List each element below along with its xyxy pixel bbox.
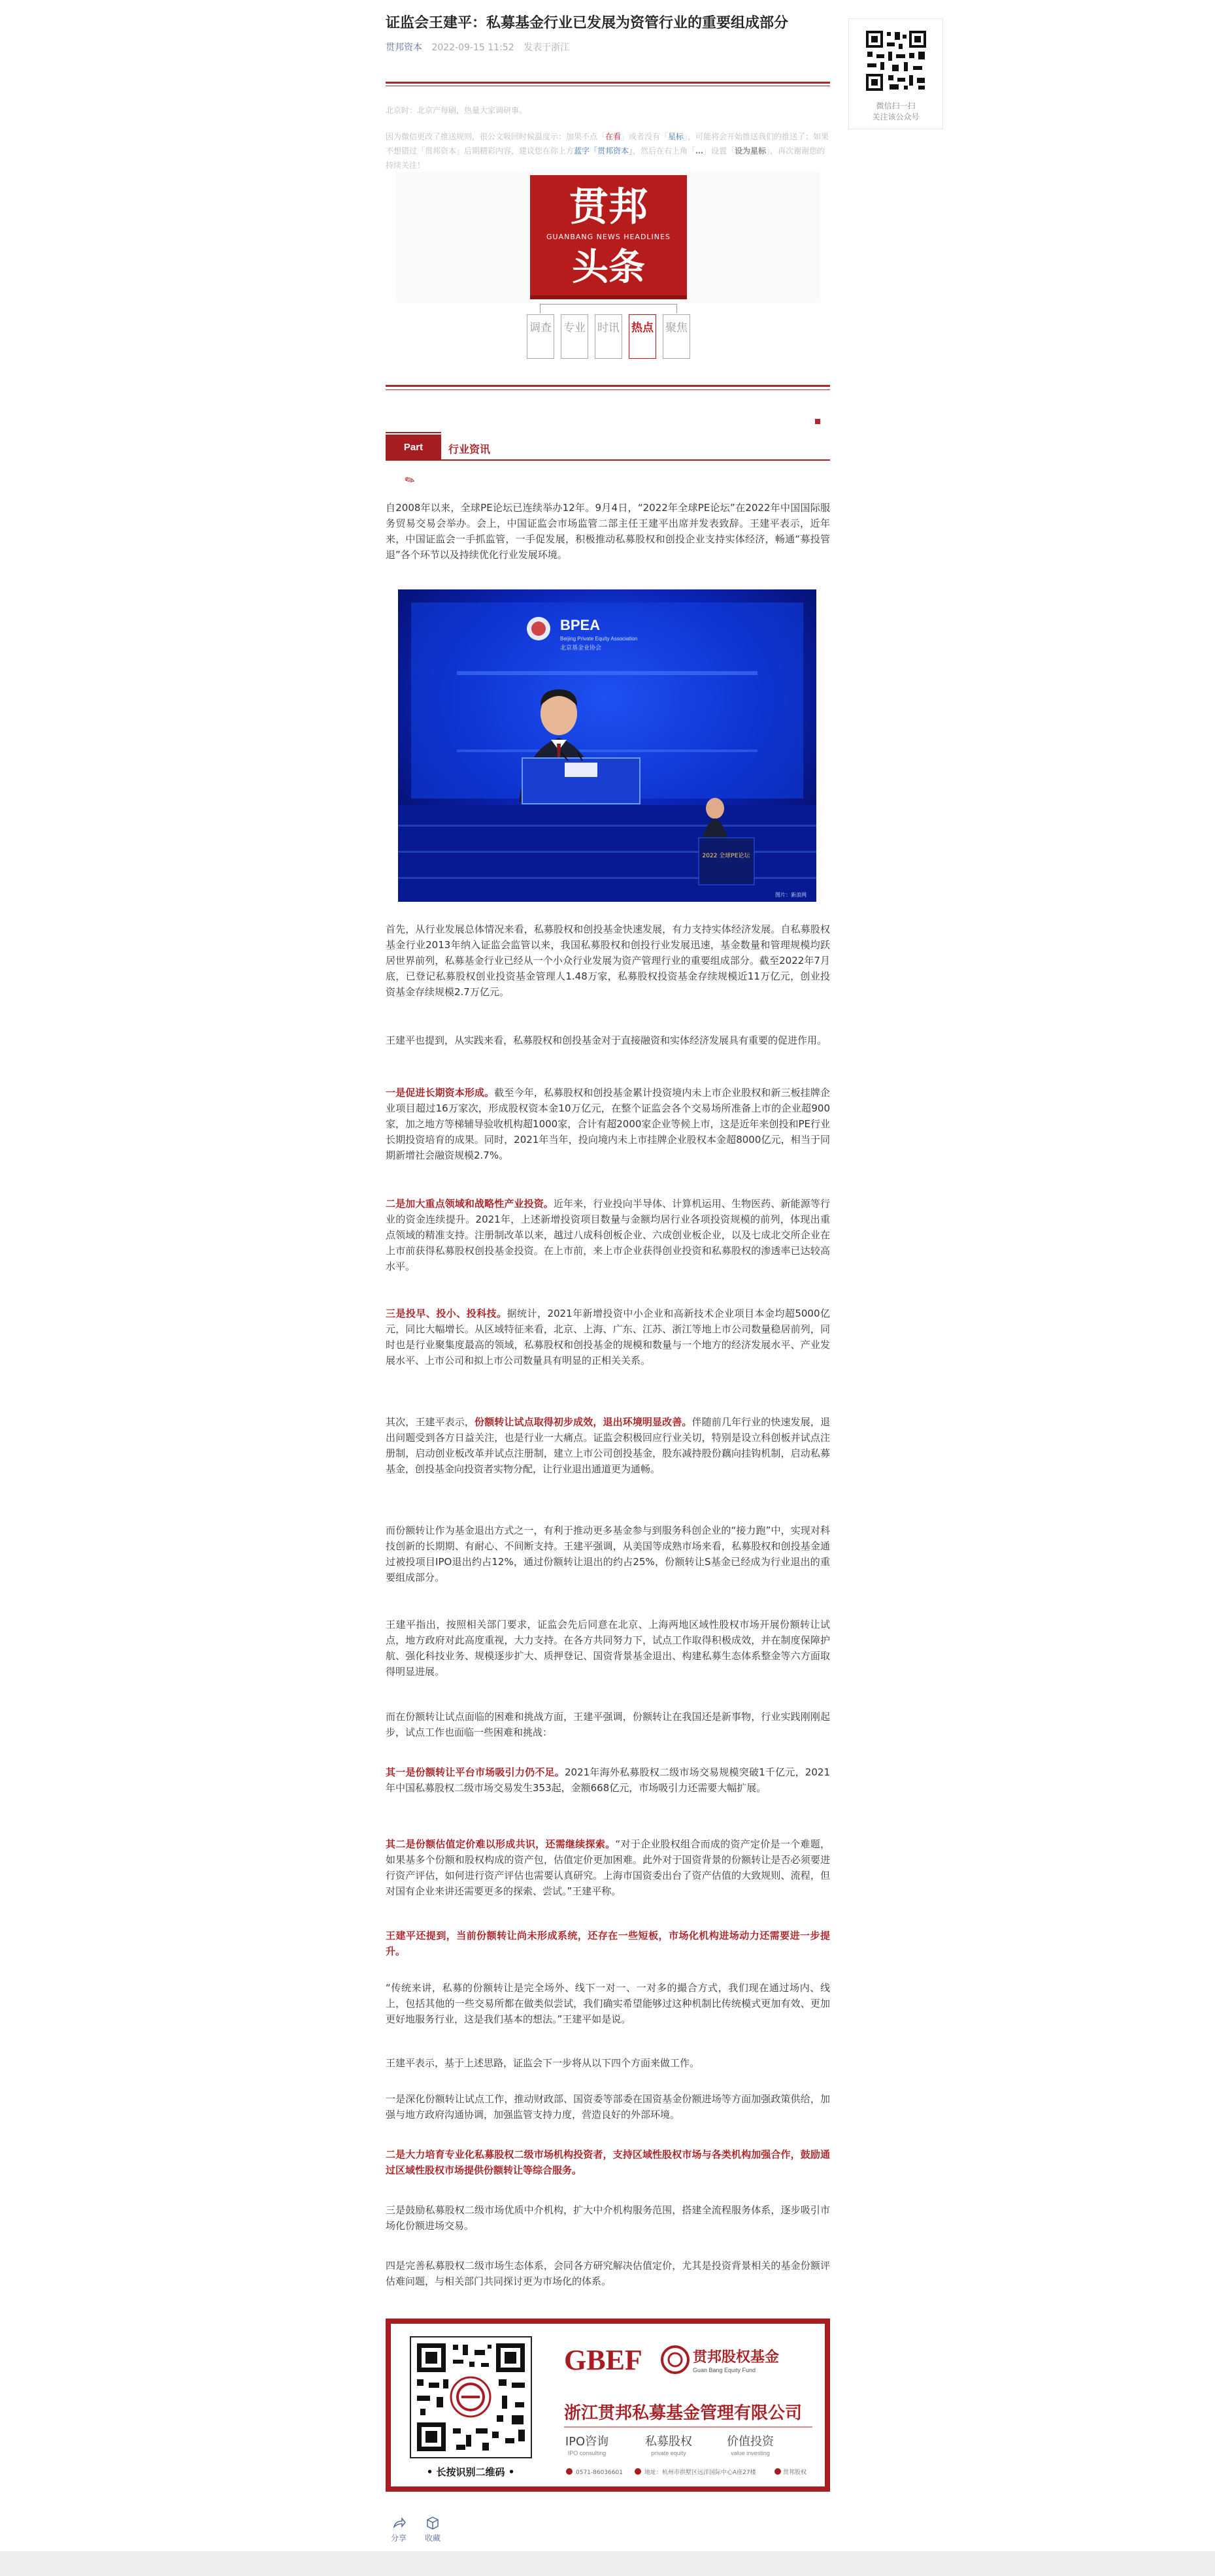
section-underline	[441, 459, 830, 461]
svg-text:浙江贯邦私募基金管理有限公司: 浙江贯邦私募基金管理有限公司	[564, 2403, 803, 2423]
logo-divider-thin	[386, 389, 830, 390]
follow-qr-panel	[848, 18, 943, 129]
decorative-square	[815, 419, 820, 424]
section-title: 行业资讯	[448, 443, 491, 455]
article-meta	[386, 41, 576, 54]
tag-investigation: 调查	[527, 314, 554, 359]
paragraph-6: 三是投早、投小、投科技。据统计，2021年新增投资中小企业和高新技术企业项目本金均超5000亿元，同比大幅增长。从区域特征来看，北京、上海、广东、江苏、浙江等地上市公司数量稳居前列，同时也是行业聚集度最高的领域，私募股权和创投基金的规模和数量与一个地方的经济发展水平、产业发展水平、上市公司和拟上市公司数量具有明显的正相关关系。	[386, 1308, 830, 1366]
guanbang-headlines-logo	[530, 175, 687, 299]
svg-text:北京基金业协会: 北京基金业协会	[560, 645, 602, 652]
logo-divider-thick	[386, 385, 830, 387]
part-badge: Part	[386, 435, 441, 461]
publish-datetime: 2022-09-15 11:52	[431, 42, 514, 53]
paragraph-1: 自2008年以来，全球PE论坛已连续举办12年。9月4日，“2022年全球PE论坛”在2022年中国国际服务贸易交易会举办。会上，中国证监会市场监管二部主任王建平出席并发表致辞。王建平表示，近年来，中国证监会一手抓监管，一手促发展，积极推动私募股权和创投企业支持实体经济，畅通“募投管退”各个环节以及持续优化行业发展环境。	[386, 502, 830, 561]
notice-paragraph: 因为微信更改了推送规则，很公文吸回时候温度示：加果不点「在看」或者没有「星标」，可能将会开始推送我们的推送了；如果不想错过「贯邦资本」后期精彩内容，建议您在你上方蓝字「贯邦资本」，然后在右上角「…」设置「设为星标」，再次谢谢您的持续关注！	[386, 132, 829, 170]
section-header	[386, 435, 830, 461]
logo-title-top: 贯邦	[569, 184, 648, 230]
svg-text:贯邦股权基金: 贯邦股权基金	[693, 2349, 780, 2366]
article-title: 证监会王建平：私募基金行业已发展为资管行业的重要组成部分	[386, 15, 789, 31]
svg-text:IPO咨询: IPO咨询	[565, 2435, 609, 2449]
svg-text:地址：杭州市拱墅区远洋国际中心A座27楼: 地址：杭州市拱墅区远洋国际中心A座27楼	[644, 2469, 756, 2476]
paragraph-16: 一是深化份额转让试点工作，推动财政部、国资委等部委在国资基金份额进场等方面加强政策供给，加强与地方政府沟通协调，加强监管支持力度，营造良好的外部环境。	[386, 2093, 830, 2121]
svg-text:0571-86036601: 0571-86036601	[576, 2469, 623, 2476]
svg-text:IPO consulting: IPO consulting	[567, 2450, 607, 2456]
tag-professional: 专业	[561, 314, 588, 359]
tag-connector	[540, 304, 677, 313]
paragraph-12: 其二是份额估值定价难以形成共识，还需继续探索。“对于企业股权组合而成的资产定价是一个难题，如果基多个份额和股权构成的资产包，估值定价更加困难。此外对于国资背景的份额转让是否必须要进行资产评估，如何进行资产评估也需要认真研究。上海市国资委出台了资产估值的大致规则、流程，但对国有企业来讲还需要更多的探索、尝试。”王建平称。	[386, 1838, 830, 1897]
qr-caption-line2: 关注该公众号	[872, 112, 920, 122]
banner-card	[391, 2324, 825, 2486]
paragraph-9: 王建平指出，按照相关部门要求，证监会先后同意在北京、上海两地区域性股权市场开展份额转让试点，地方政府对此高度重视，大力支持。在各方共同努力下，试点工作取得积极成效，并在制度保障护航、强化科技业务、规模逐步扩大、质押登记、国资背景基金退出、构建私募生态体系整金等六方面取得明显进展。	[386, 1619, 830, 1677]
tag-news: 时讯	[595, 314, 622, 359]
svg-text:private equity: private equity	[651, 2450, 686, 2456]
paragraph-11: 其一是份额转让平台市场吸引力仍不足。2021年海外私募股权二级市场交易规模突破1千亿元，2021年中国私募股权二级市场交易发生353起，金额668亿元，市场吸引力还需要大幅扩展。	[386, 1766, 830, 1794]
svg-text:图片：新浪网: 图片：新浪网	[775, 892, 807, 898]
svg-text:私募股权: 私募股权	[645, 2435, 692, 2449]
paragraph-10: 而在份额转让试点面临的困难和挑战方面，王建平强调，份额转让在我国还是新事物，行业实践刚刚起步，试点工作也面临一些困难和挑战：	[386, 1711, 830, 1738]
paragraph-19: 四是完善私募股权二级市场生态体系，会同各方研究解决估值定价，尤其是投资背景相关的基金份额评估难问题，与相关部门共同探讨更为市场化的体系。	[386, 2260, 830, 2287]
svg-text:2022 全球PE论坛: 2022 全球PE论坛	[702, 853, 750, 859]
svg-text:Beijing Private Equity Associa: Beijing Private Equity Association	[560, 636, 638, 642]
svg-text:BPEA: BPEA	[560, 617, 601, 633]
paragraph-5: 二是加大重点领域和战略性产业投资。近年来，行业投向半导体、计算机运用、生物医药、新能源等行业的资金连续提升。2021年，上述新增投资项目数量与金额均居行业各项投资规模的前列，体现出重点领域的精准支持。注册制改革以来，越过八成科创板企业、六成创业板企业，以及七成北交所企业在上市前获得私募股权创投基金投资。在上市前，来上市企业获得创业投资和私募股权的渗透率已达较高水平。	[386, 1198, 830, 1272]
favorite-label: 收藏	[424, 2534, 441, 2543]
notice-line: 北京时：北京产每刷，热量大家调研事。	[386, 106, 527, 115]
paragraph-8: 而份额转让作为基金退出方式之一，有利于推动更多基金参与到服务科创企业的“接力跑”中，实现对科技创新的长期期、有耐心、不间断支持。王建平强调，从美国等成熟市场来看，私募股权和创投基金通过被投项目IPO退出约占12%，通过份额转让退出的约占25%，份额转让S基金已经成为行业退出的重要组成部分。	[386, 1525, 830, 1583]
topic-tags	[527, 314, 690, 359]
tag-focus: 聚焦	[663, 314, 690, 359]
paragraph-7: 其次，王建平表示，份额转让试点取得初步成效，退出环境明显改善。伴随前几年行业的快速发展，退出问题受到各方日益关注，也是行业一大痛点。证监会积极回应行业关切，特别是设立科创板并试点注册制，启动创业板改革并试点注册制，建立上市公司创投基金，股东减持股份藕向挂钩机制，启动私募基金，创投基金向投资者实物分配，让行业退出通道更为通畅。	[386, 1416, 830, 1475]
svg-text:GBEF: GBEF	[564, 2344, 642, 2376]
paragraph-17: 二是大力培育专业化私募股权二级市场机构投资者，支持区域性股权市场与各类机构加强合作，鼓励通过区域性股权市场提供份额转让等综合服务。	[386, 2149, 830, 2176]
share-button[interactable]	[386, 2516, 412, 2543]
paragraph-14: “传统来讲，私募的份额转让是完全场外、线下一对一、一对多的撮合方式，我们现在通过场内、线上，包括其他的一些交易所都在做类似尝试，我们确实希望能够过这种机制比传统模式更加有效、更加更好地服务行业，这是我们基本的想法。”王建平如是说。	[386, 1982, 830, 2025]
company-banner	[386, 2319, 830, 2492]
favorite-icon	[425, 2516, 440, 2530]
paragraph-2: 首先，从行业发展总体情况来看，私募股权和创投基金快速发展，有力支持实体经济发展。自私募股权基金行业2013年纳入证监会监管以来，我国私募股权和创投行业发展迅速，基金数量和管理规模均跃居世界前列，私募基金行业已经从一个小众行业发展为资产管理行业的重要组成部分。截至2022年7月底，已登记私募股权创业投资基金管理人1.48万家，私募股权投资基金存续规模近11万亿元，创业投资基金存续规模2.7万亿元。	[386, 923, 830, 998]
account-name-link[interactable]: 贯邦资本	[386, 42, 422, 53]
paragraph-4: 一是促进长期资本形成。截至今年，私募股权和创投基金累计投资境内未上市企业股权和新三板挂牌企业项目超过16万家次，形成股权资本金10万亿元，在整个证监会各个交易场所准备上市的企业超900家，加之地方等梯辅导验收机构超1000家，合计有超2000家企业等候上市，这是近年来创投和PE行业长期投资培育的成果。同时，2021年当年，投向境内未上市挂牌企业股权本金超8000亿元，相当于同期新增社会融资规模2.7%。	[386, 1087, 830, 1161]
logo-english: GUANBANG NEWS HEADLINES	[546, 233, 671, 241]
svg-text:价值投资: 价值投资	[727, 2435, 774, 2449]
paragraph-13: 王建平还提到，当前份额转让尚未形成系统，还存在一些短板，市场化机构进场动力还需要进一步提升。	[386, 1930, 830, 1957]
svg-text:value investing: value investing	[731, 2450, 770, 2456]
svg-text:Guan Bang Equity Fund: Guan Bang Equity Fund	[693, 2367, 756, 2373]
header-divider-thick	[386, 82, 830, 84]
svg-text:贯邦股权: 贯邦股权	[783, 2469, 807, 2476]
svg-text:• 长按识别二维码 •: • 长按识别二维码 •	[426, 2466, 515, 2478]
favorite-button[interactable]	[420, 2516, 446, 2543]
banner-artwork	[391, 2324, 825, 2486]
paragraph-18: 三是鼓励私募股权二级市场优质中介机构，扩大中介机构服务范围，搭建全流程服务体系，逐步吸引市场化份额进场交易。	[386, 2204, 830, 2232]
share-icon	[391, 2516, 406, 2530]
qr-caption-line1: 微信扫一扫	[876, 101, 916, 110]
publish-location: 发表于浙江	[524, 42, 570, 53]
bottom-toolbar	[0, 2551, 1215, 2576]
follow-qr-code[interactable]	[863, 28, 929, 93]
pin-icon: ✎	[402, 472, 418, 489]
logo-title-bottom: 头条	[572, 246, 645, 289]
paragraph-15: 王建平表示，基于上述思路，证监会下一步将从以下四个方面来做工作。	[386, 2057, 700, 2069]
paragraph-3: 王建平也提到，从实践来看，私募股权和创投基金对于直接融资和实体经济发展具有重要的促进作用。	[386, 1034, 827, 1046]
article-actions	[386, 2516, 516, 2549]
tag-hotspot: 热点	[629, 314, 656, 359]
share-label: 分享	[390, 2534, 407, 2543]
event-photo	[398, 589, 816, 902]
event-photo-illustration	[398, 589, 816, 902]
